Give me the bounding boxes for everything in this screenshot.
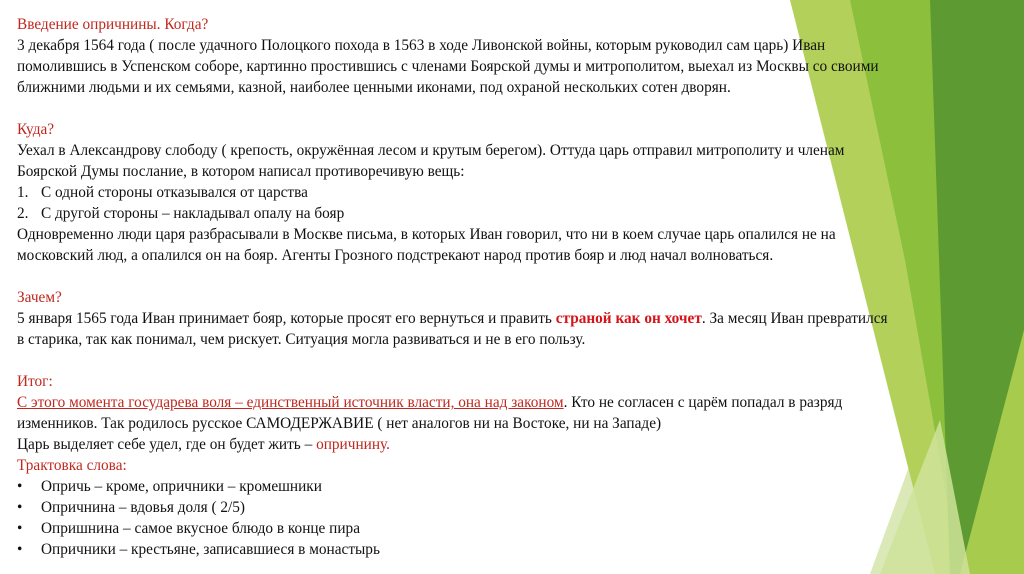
text-line: помолившись в Успенском соборе, картинно простившись с членами Боярской думы и митрополитом, выехал из Москвы со своими [17, 58, 879, 75]
bullet-text: Опричь – кроме, опричники – кромешники [41, 478, 322, 495]
slide-text [17, 14, 997, 560]
highlight-text: страной как он хочет [555, 310, 702, 327]
text-line: Уехал в Александрову слободу ( крепость, окружённая лесом и крутым берегом). Оттуда царь отправил митрополиту и членам [17, 142, 845, 159]
bullet-icon: • [17, 499, 23, 516]
text-span: 5 января 1565 года Иван принимает бояр, которые просят его вернуться и править [17, 310, 556, 327]
text-line [17, 434, 997, 455]
bullet-text: Опричники – крестьяне, записавшиеся в монастырь [41, 541, 380, 558]
item-text: С другой стороны – накладывал опалу на бояр [41, 205, 345, 222]
bullet-icon: • [17, 541, 23, 558]
section-title-interpretation: Трактовка слова: [17, 457, 127, 474]
text-span: . Кто не согласен с царём попадал в разряд [563, 394, 843, 411]
text-line: изменников. Так родилось русское САМОДЕРЖАВИЕ ( нет аналогов ни на Востоке, ни на Западе) [17, 415, 662, 432]
bullet-icon: • [17, 478, 23, 495]
item-number: 1. [17, 184, 29, 201]
underlined-highlight: С этого момента государева воля – единственный источник власти, она над законом [17, 394, 564, 411]
text-line: ближними людьми и их семьями, казной, наиболее ценными иконами, под охраной нескольких сотен дворян. [17, 79, 731, 96]
bullet-item [17, 497, 997, 518]
highlight-text: опричнину. [316, 436, 390, 453]
bullet-item [17, 476, 997, 497]
item-text: С одной стороны отказывался от царства [41, 184, 308, 201]
bullet-icon: • [17, 520, 23, 537]
item-number: 2. [17, 205, 29, 222]
numbered-item [17, 182, 997, 203]
section-title-when: Введение опричнины. Когда? [17, 16, 209, 33]
text-line [17, 308, 997, 329]
section-title-why: Зачем? [17, 289, 62, 306]
section-title-where: Куда? [17, 121, 55, 138]
text-span: Царь выделяет себе удел, где он будет жить – [17, 436, 317, 453]
text-span: . За месяц Иван превратился [701, 310, 888, 327]
numbered-item [17, 203, 997, 224]
text-line: в старика, так как понимал, чем рискует. Ситуация могла развиваться и не в его пользу. [17, 331, 586, 348]
bullet-item [17, 518, 997, 539]
bullet-item [17, 539, 997, 560]
text-line: Одновременно люди царя разбрасывали в Москве письма, в которых Иван говорил, что ни в коем случае царь опалился не на [17, 226, 836, 243]
bullet-text: Опришнина – самое вкусное блюдо в конце пира [41, 520, 360, 537]
bullet-text: Опричнина – вдовья доля ( 2/5) [41, 499, 246, 516]
text-line: Боярской Думы послание, в котором написал противоречивую вещь: [17, 163, 465, 180]
text-line: 3 декабря 1564 года ( после удачного Полоцкого похода в 1563 в ходе Ливонской войны, которым руководил сам царь) Иван [17, 37, 826, 54]
text-line: московский люд, а опалился он на бояр. Агенты Грозного подстрекают народ против бояр и люд начал волноваться. [17, 247, 774, 264]
section-title-result: Итог: [17, 373, 53, 390]
text-line [17, 392, 997, 413]
